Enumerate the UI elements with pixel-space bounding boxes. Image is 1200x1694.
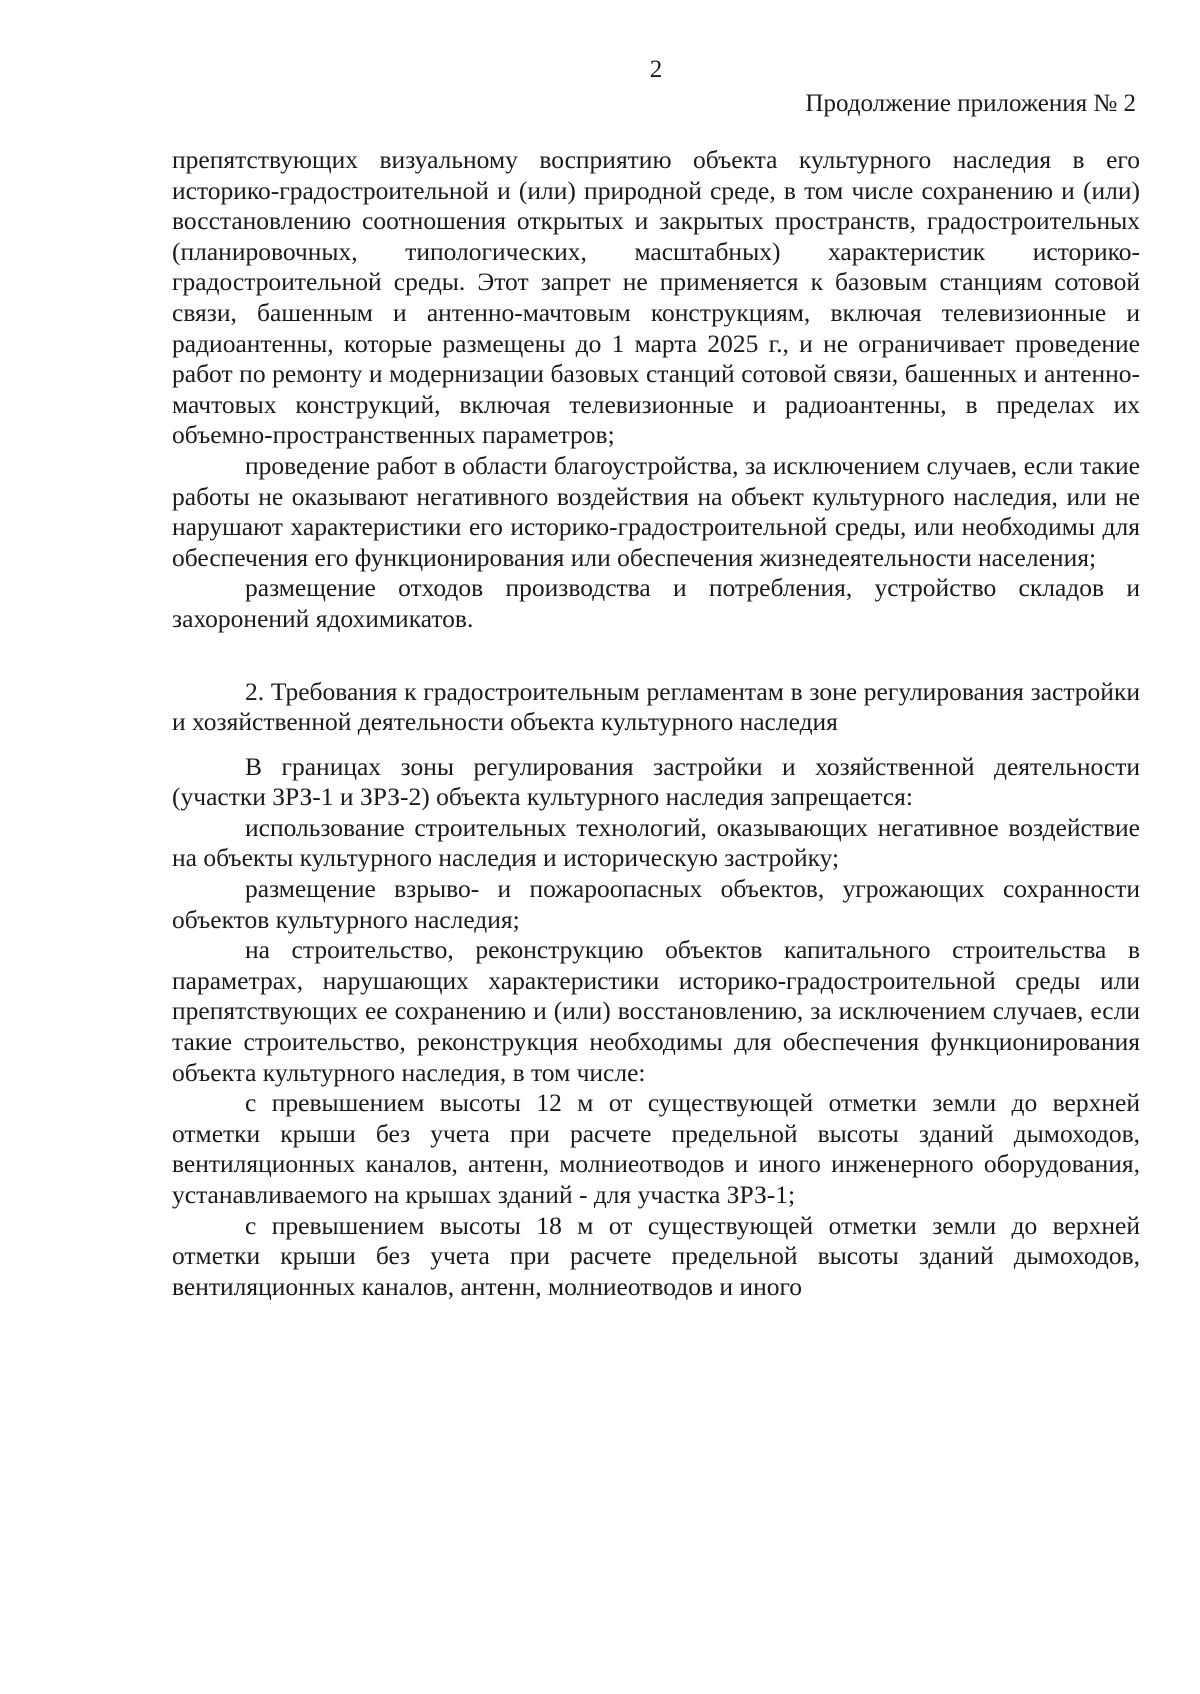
paragraph: размещение взрыво- и пожароопасных объектов, угрожающих сохранности объектов культурного наследия;	[172, 874, 1140, 934]
annex-label: Продолжение приложения № 2	[805, 90, 1136, 117]
paragraph: проведение работ в области благоустройства, за исключением случаев, если такие работы не оказывают негативного воздействия на объект культурного наследия, или не нарушают характеристики его историко-градостроительной среды, или необходимы для обеспечения его функционирования или обеспечения жизнедеятельности населения;	[172, 450, 1140, 572]
paragraph: препятствующих визуальному восприятию объекта культурного наследия в его историко-градостроительной и (или) природной среде, в том числе сохранению и (или) восстановлению соотношения открытых и закрытых пространств, градостроительных (планировочных, типологических, масштабных) характеристик историко-градостроительной среды. Этот запрет не применяется к базовым станциям сотовой связи, башенным и антенно-мачтовым конструкциям, включая телевизионные и радиоантенны, которые размещены до 1 марта 2025 г., и не ограничивает проведение работ по ремонту и модернизации базовых станций сотовой связи, башенных и антенно-мачтовых конструкций, включая телевизионные и радиоантенны, в пределах их объемно-пространственных параметров;	[172, 145, 1140, 450]
paragraph: с превышением высоты 18 м от существующей отметки земли до верхней отметки крыши без учета при расчете предельной высоты зданий дымоходов, вентиляционных каналов, антенн, молниеотводов и иного	[172, 1210, 1140, 1301]
paragraph: на строительство, реконструкцию объектов капитального строительства в параметрах, нарушающих характеристики историко-градостроительной среды или препятствующих ее сохранению и (или) восстановлению, за исключением случаев, если такие строительство, реконструкция необходимы для обеспечения функционирования объекта культурного наследия, в том числе:	[172, 935, 1140, 1087]
paragraph: В границах зоны регулирования застройки и хозяйственной деятельности (участки ЗРЗ-1 и ЗРЗ-2) объекта культурного наследия запрещается:	[172, 751, 1140, 812]
page-number: 2	[649, 56, 663, 83]
document-body	[172, 145, 1140, 1302]
paragraph: использование строительных технологий, оказывающих негативное воздействие на объекты культурного наследия и историческую застройку;	[172, 812, 1140, 873]
section-heading: 2. Требования к градостроительным регламентам в зоне регулирования застройки и хозяйственной деятельности объекта культурного наследия	[172, 676, 1140, 737]
paragraph: с превышением высоты 12 м от существующей отметки земли до верхней отметки крыши без учета при расчете предельной высоты зданий дымоходов, вентиляционных каналов, антенн, молниеотводов и иного инженерного оборудования, устанавливаемого на крышах зданий - для участка ЗРЗ-1;	[172, 1088, 1140, 1209]
paragraph: размещение отходов производства и потребления, устройство складов и захоронений ядохимикатов.	[172, 573, 1140, 633]
